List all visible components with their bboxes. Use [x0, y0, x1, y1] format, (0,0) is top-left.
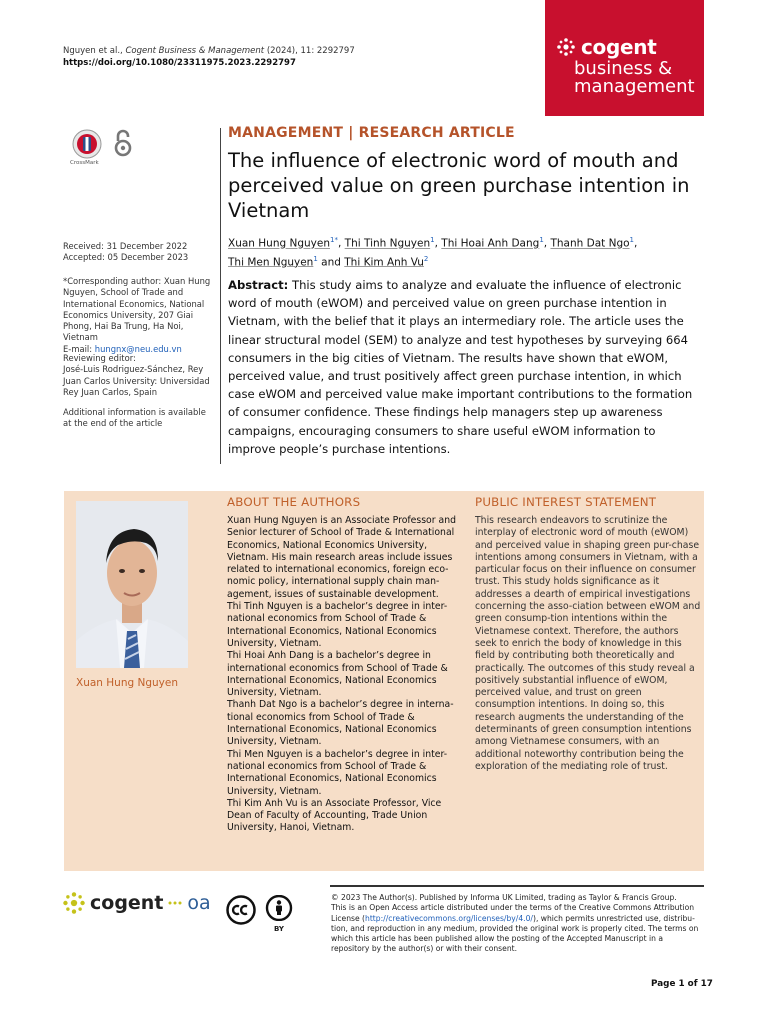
author-bio-paragraph: Thanh Dat Ngo is a bachelor’s degree in interna-tional economics from School of Trade & International Economics, National Economics University, Vietnam.	[227, 699, 454, 748]
public-interest-text	[475, 515, 701, 773]
author-bio-paragraph: Thi Kim Anh Vu is an Associate Professor, Vice Dean of Faculty of Accounting, Trade Union University, Hanoi, Vietnam.	[227, 797, 442, 834]
author-bio-paragraph: Thi Men Nguyen is a bachelor’s degree in inter-national economics from School of Trade & International Economics, National Economics University, Vietnam.	[227, 748, 448, 797]
crossmark-icon[interactable]	[72, 129, 102, 159]
corresponding-author-block	[63, 276, 213, 355]
by-label: BY	[273, 925, 285, 933]
journal-subtitle-line2: management	[574, 76, 695, 97]
column-divider	[220, 128, 221, 464]
reviewing-editor-name: José-Luis Rodriguez-Sánchez, Rey Juan Carlos University: Universidad Rey Juan Carlos, Spain	[63, 364, 210, 397]
author-name[interactable]: Thi Men Nguyen	[228, 256, 314, 268]
person-icon	[265, 895, 293, 921]
attribution-by-icon[interactable]	[265, 895, 293, 931]
article-title: The influence of electronic word of mouth and perceived value on green purchase intention in Vietnam	[228, 149, 690, 222]
author-bio-paragraph: Thi Hoai Anh Dang is a bachelor’s degree in international economics from School of Trade & International Economics, National Economics University, Vietnam.	[227, 650, 448, 699]
article-dates	[63, 241, 213, 264]
photo-caption: Xuan Hung Nguyen	[76, 677, 178, 689]
citation-journal: Cogent Business & Management	[125, 46, 265, 56]
accepted-date: Accepted: 05 December 2023	[63, 252, 189, 263]
about-authors-heading: ABOUT THE AUTHORS	[227, 495, 361, 509]
author-name[interactable]: Thi Tinh Nguyen	[344, 237, 431, 250]
author-affiliation-marker[interactable]: 2	[423, 254, 429, 263]
reviewing-editor-label: Reviewing editor:	[63, 353, 136, 363]
creative-commons-icon[interactable]	[226, 895, 256, 925]
journal-brand-logo	[557, 35, 656, 59]
author-affiliation-marker[interactable]: 1	[539, 236, 544, 244]
license-text-end: ), which permits unrestricted use, distribu-tion, and reproduction in any medium, provided the original work is properly cited. The terms on which this article has been published allow the posting of the Accepted Manuscript in a repository by the author(s) or with their consent.	[331, 913, 699, 954]
author-photo	[76, 501, 188, 668]
cogent-burst-icon	[557, 38, 575, 56]
author-affiliation-marker[interactable]: 1*	[330, 236, 338, 244]
license-url-link[interactable]: http://creativecommons.org/licenses/by/4.0/	[365, 913, 533, 923]
corresponding-author: *Corresponding author: Xuan Hung Nguyen, School of Trade and International Economics, National Economics University, 207 Giai Phong, Hai Ba Trung, Ha Noi, Vietnam	[63, 276, 211, 343]
author-name[interactable]: Thi Kim Anh Vu	[344, 256, 424, 268]
copyright-line: © 2023 The Author(s). Published by Informa UK Limited, trading as Taylor & Francis Group.	[331, 893, 677, 902]
journal-subtitle-line1: business &	[574, 58, 673, 79]
citation-volume: (2024), 11: 2292797	[266, 46, 355, 56]
author-affiliation-marker[interactable]: 1	[430, 236, 435, 244]
license-statement	[331, 893, 703, 955]
author-name[interactable]: Thi Hoai Anh Dang	[441, 237, 540, 250]
article-type-label: MANAGEMENT | RESEARCH ARTICLE	[228, 125, 515, 141]
author-bio-paragraph: Thi Tinh Nguyen is a bachelor’s degree in inter-national economics from School of Trade & International Economics, National Economics University, Vietnam.	[227, 601, 448, 649]
email-label: E-mail:	[63, 343, 93, 354]
author-name[interactable]: Thanh Dat Ngo	[550, 237, 630, 250]
abstract-label: Abstract:	[228, 278, 289, 292]
footer-rule	[330, 885, 704, 887]
citation-line	[63, 45, 355, 57]
public-interest-paragraph: This research endeavors to scrutinize the interplay of electronic word of mouth (eWOM) and perceived value in shaping green pur-chase intentions among consumers in Vietnam, with a particular focus on their influence on consumer trust. This study holds significance as it addresses a dearth of empirical investigations concerning the asso-ciation between eWOM and green consump-tion intentions within the Vietnamese context. Therefore, the authors seek to enrich the body of knowledge in this field by contributing both theoretically and practically. The outcomes of this study reveal a positively substantial influence of eWOM, perceived value, and trust on green consumption intentions. In doing so, this research augments the understanding of the determinants of green consumption intentions among Vietnamese consumers, with an additional noteworthy contribution being the exploration of the mediating role of trust.	[475, 515, 701, 772]
author-separator: ,	[634, 237, 638, 250]
author-separator: ,	[434, 237, 442, 250]
dot-arrow-icon	[168, 899, 182, 907]
cogent-oa-logo	[63, 892, 211, 914]
author-separator: ,	[337, 237, 345, 250]
brand-name: cogent	[581, 35, 657, 59]
author-separator: ,	[543, 237, 551, 250]
citation-authors: Nguyen et al.,	[63, 46, 123, 56]
citation-block	[63, 45, 355, 69]
oa-suffix: oa	[187, 892, 211, 914]
author-name[interactable]: Xuan Hung Nguyen	[228, 237, 330, 250]
open-access-lock-icon	[113, 128, 133, 158]
author-bio-paragraph: Xuan Hung Nguyen is an Associate Professor and Senior lecturer of School of Trade & International Economics, National Economics University, Vietnam. His main research areas include issues related to international economics, foreign eco-nomic policy, international supply chain man-agement, issues of sustainable development.	[227, 515, 457, 600]
cogent-burst-icon	[63, 892, 85, 914]
page-number: Page 1 of 17	[651, 979, 713, 989]
author-separator: and	[317, 256, 345, 268]
reviewing-editor-block	[63, 353, 213, 398]
public-interest-heading: PUBLIC INTEREST STATEMENT	[475, 495, 657, 509]
crossmark-label: CrossMark	[70, 160, 99, 166]
abstract-text: This study aims to analyze and evaluate the influence of electronic word of mouth (eWOM) and perceived value on green purchase intention in Vietnam, with the belief that it plays an intermediary role. The article uses the linear structural model (SEM) to analyze and test hypotheses by surveying 664 consumers in the big cities of Vietnam. The results have shown that eWOM, perceived value, and trust positively affect green purchase intention, in which case eWOM and perceived value make important contributions to the formation of consumer confidence. These findings help managers step up awareness campaigns, encouraging consumers to share useful eWOM information to improve people’s purchase intentions.	[228, 278, 693, 456]
additional-info: Additional information is available at the end of the article	[63, 407, 206, 429]
oa-brand-name: cogent	[90, 892, 164, 914]
journal-brand-box	[545, 0, 704, 116]
author-affiliation-marker[interactable]: 1	[629, 236, 635, 244]
author-affiliation-marker[interactable]: 1	[313, 254, 318, 263]
received-date: Received: 31 December 2022	[63, 241, 188, 251]
email-link[interactable]: hungnx@neu.edu.vn	[94, 343, 182, 354]
about-authors-text	[227, 515, 459, 835]
author-portrait-image	[76, 501, 188, 668]
journal-subtitle	[574, 60, 695, 96]
license-text-start: This is an Open Access article distributed under the terms of the Creative Commons Attribution License (	[331, 903, 695, 923]
author-list	[228, 233, 698, 270]
doi-link[interactable]: https://doi.org/10.1080/23311975.2023.2292797	[63, 58, 296, 68]
abstract	[228, 276, 704, 458]
